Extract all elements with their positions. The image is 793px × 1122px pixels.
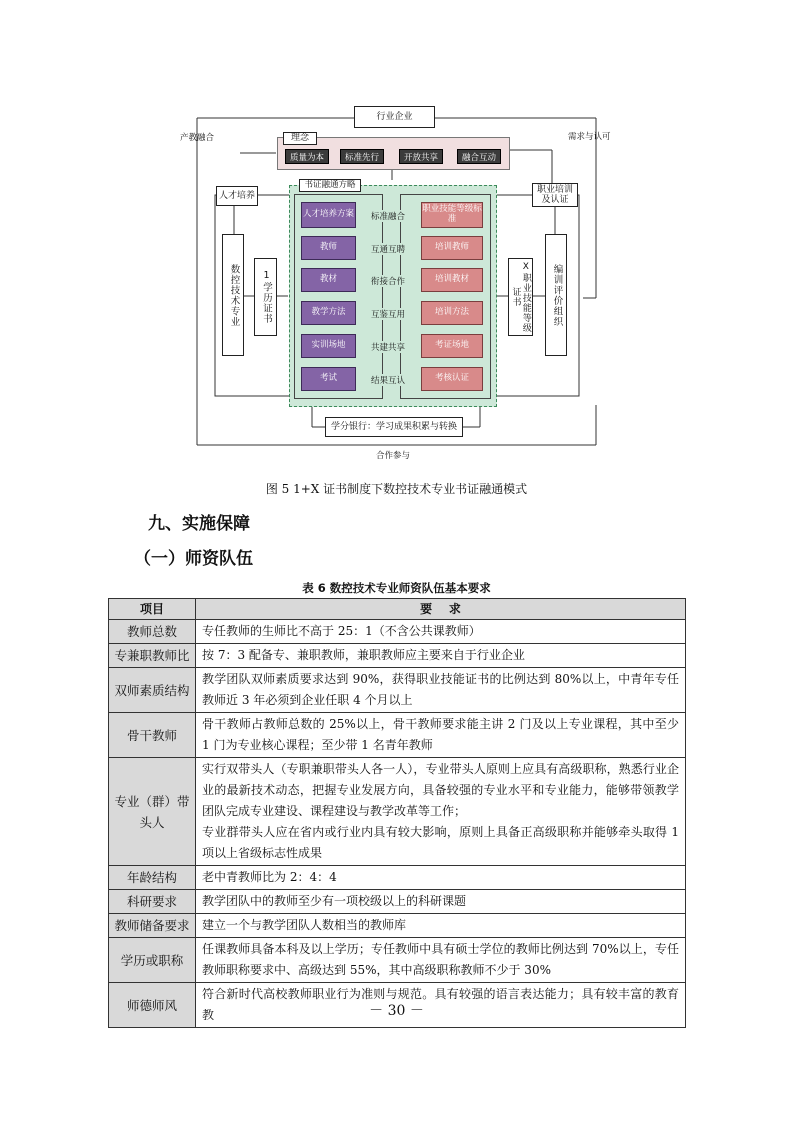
- concept-item: 融合互动: [457, 149, 501, 164]
- strategy-mid-label: 共建共享: [371, 343, 406, 353]
- requirement-paragraph: 建立一个与教学团队人数相当的教师库: [202, 918, 407, 932]
- strategy-right-item: 培训教材: [421, 268, 483, 292]
- strategy-title: 书证融通方略: [299, 179, 361, 192]
- credit-bank-box: 学分银行：学习成果积累与转换: [325, 417, 463, 437]
- requirement-paragraph: 骨干教师占教师总数的 25%以上，骨干教师要求能主讲 2 门及以上专业课程，其中至少 1 门为专业核心课程；至少带 1 名青年教师: [202, 717, 679, 752]
- strategy-mid-label: 互鉴互用: [371, 310, 406, 320]
- talent-box: 人才培养: [216, 186, 258, 206]
- row-requirement: [196, 890, 686, 914]
- header-requirement: 要 求: [196, 599, 686, 620]
- strategy-mid-label: 互通互聘: [371, 245, 406, 255]
- table-row: [109, 890, 686, 914]
- vocational-box: 职业培训及认证: [532, 183, 578, 207]
- table-row: [109, 668, 686, 713]
- strategy-mid-label: 结果互认: [371, 376, 406, 386]
- right-pillar: 编训评价组织: [545, 234, 567, 356]
- left-pillar: 数控技术专业: [222, 234, 244, 356]
- table-title: 表 6 数控技术专业师资队伍基本要求: [302, 581, 491, 595]
- left-label: 产教融合: [180, 133, 215, 143]
- row-item: 双师素质结构: [109, 668, 196, 713]
- right-label: 需求与认可: [568, 132, 611, 142]
- requirement-paragraph: 按 7：3 配备专、兼职教师，兼职教师应主要来自于行业企业: [202, 648, 525, 662]
- row-item: 骨干教师: [109, 713, 196, 758]
- strategy-mid-label: 衔接合作: [371, 277, 406, 287]
- strategy-left-item: 教材: [301, 268, 356, 292]
- strategy-right-item: 考证场地: [421, 334, 483, 358]
- requirement-paragraph: 教学团队双师素质要求达到 90%，获得职业技能证书的比例达到 80%以上，中青年专任教师近 3 年必须到企业任职 4 个月以上: [202, 672, 679, 707]
- concept-item: 标准先行: [340, 149, 384, 164]
- table-row: [109, 713, 686, 758]
- strategy-left-item: 实训场地: [301, 334, 356, 358]
- row-item: 师德师风: [109, 983, 196, 1028]
- row-item: 教师储备要求: [109, 914, 196, 938]
- requirement-paragraph: 实行双带头人（专职兼职带头人各一人），专业带头人原则上应具有高级职称，熟悉行业企业的最新技术动态，把握专业发展方向，具备较强的专业水平和专业能力，能够带领教学团队完成专业建设、课程建设与教学改革等工作；: [202, 762, 679, 818]
- strategy-right-item: 培训方法: [421, 301, 483, 325]
- row-item: 年龄结构: [109, 866, 196, 890]
- row-requirement: [196, 644, 686, 668]
- page-number: － 30 －: [369, 1003, 424, 1019]
- concept-title: 理念: [283, 132, 317, 145]
- requirement-paragraph: 符合新时代高校教师职业行为准则与规范。具有较强的语言表达能力；具有较丰富的教育教: [202, 987, 679, 1022]
- strategy-right-item: 考核认证: [421, 367, 483, 391]
- table-row: [109, 620, 686, 644]
- diagram: [0, 0, 793, 470]
- requirements-table: [108, 598, 686, 1028]
- industry-box: 行业企业: [354, 106, 435, 128]
- strategy-mid-label: 标准融合: [371, 212, 406, 222]
- sub-heading: （一）师资队伍: [134, 549, 253, 569]
- row-requirement: [196, 938, 686, 983]
- table-row: [109, 914, 686, 938]
- row-item: 学历或职称: [109, 938, 196, 983]
- strategy-right-item: 职业技能等级标准: [421, 202, 483, 228]
- strategy-left-item: 考试: [301, 367, 356, 391]
- requirement-paragraph: 教学团队中的教师至少有一项校级以上的科研课题: [202, 894, 467, 908]
- requirement-paragraph: 专业群带头人应在省内或行业内具有较大影响，原则上具备正高级职称并能够牵头取得 1 项以上省级标志性成果: [202, 825, 679, 860]
- row-requirement: [196, 668, 686, 713]
- requirement-paragraph: 专任教师的生师比不高于 25：1（不含公共课教师）: [202, 624, 481, 638]
- row-item: 教师总数: [109, 620, 196, 644]
- table-header-row: [109, 599, 686, 620]
- table-row: [109, 644, 686, 668]
- row-requirement: [196, 914, 686, 938]
- table-row: [109, 938, 686, 983]
- concept-item: 开放共享: [399, 149, 443, 164]
- strategy-left-item: 教学方法: [301, 301, 356, 325]
- row-item: 科研要求: [109, 890, 196, 914]
- header-item: 项目: [109, 599, 196, 620]
- table-row: [109, 866, 686, 890]
- requirement-paragraph: 任课教师具备本科及以上学历；专任教师中具有硕士学位的教师比例达到 70%以上，专任教师职称要求中、高级达到 55%，其中高级职称教师不少于 30%: [202, 942, 679, 977]
- x-certificate-box: X职业技能等级证书: [508, 258, 533, 336]
- row-requirement: [196, 713, 686, 758]
- figure-caption: 图 5 1+X 证书制度下数控技术专业书证融通模式: [265, 482, 528, 496]
- strategy-left-item: 人才培养方案: [301, 202, 356, 228]
- strategy-right-item: 培训教师: [421, 236, 483, 260]
- table-body: [109, 620, 686, 1028]
- table-row: [109, 758, 686, 866]
- concept-item: 质量为本: [285, 149, 329, 164]
- row-requirement: [196, 866, 686, 890]
- diploma-box: 1学历证书: [254, 258, 277, 336]
- row-requirement: [196, 620, 686, 644]
- cooperation-label: 合作参与: [376, 451, 411, 461]
- section-heading: 九、实施保障: [148, 514, 250, 534]
- strategy-left-item: 教师: [301, 236, 356, 260]
- requirement-paragraph: 老中青教师比为 2：4：4: [202, 870, 337, 884]
- row-item: 专兼职教师比: [109, 644, 196, 668]
- row-requirement: [196, 758, 686, 866]
- row-item: 专业（群）带头人: [109, 758, 196, 866]
